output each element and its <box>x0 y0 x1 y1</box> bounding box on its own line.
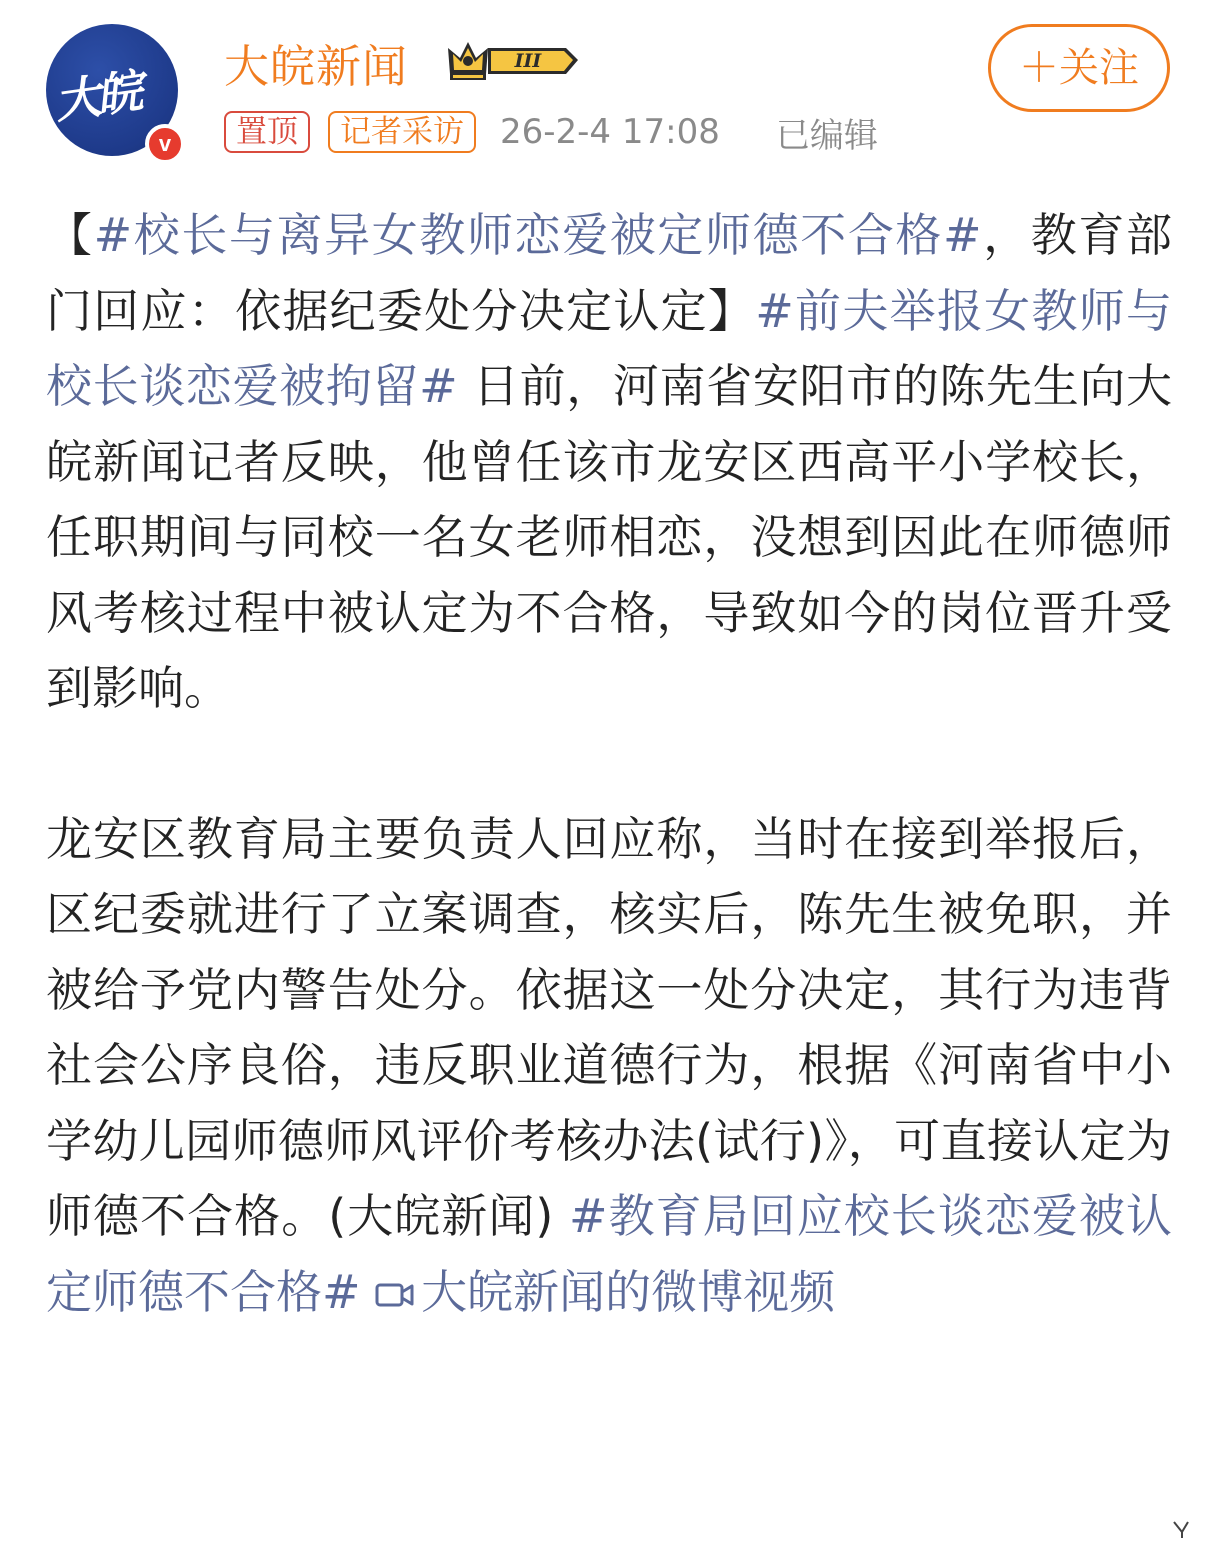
text-segment: 【 <box>46 208 94 262</box>
edited-label[interactable]: 已编辑 <box>775 115 878 156</box>
video-icon <box>375 1280 415 1310</box>
hashtag-link[interactable]: #校长与离异女教师恋爱被定师德不合格# <box>93 208 982 262</box>
reporter-interview-tag[interactable]: 记者采访 <box>328 111 476 153</box>
text-segment: 日前，河南省安阳市的陈先生向大皖新闻记者反映，他曾任该市龙安区西高平小学校长，任职期间与同校一名女老师相恋，没想到因此在师德师风考核过程中被认定为不合格，导致如今的岗位晋升受到影响。 <box>46 359 1172 715</box>
hashtag-link[interactable]: #教育局回应校长谈恋爱被认定师德不合格# <box>46 1189 1172 1319</box>
avatar-logo-text: 大皖 <box>51 63 142 130</box>
avatar[interactable] <box>46 24 186 164</box>
level-badge-text: III <box>514 50 542 72</box>
paragraph-1 <box>46 198 1172 727</box>
crown-icon <box>448 42 488 80</box>
pinned-tag: 置顶 <box>224 111 310 153</box>
post-timestamp: 26-2-4 17:08 <box>500 112 720 152</box>
text-segment: 龙安区教育局主要负责人回应称，当时在接到举报后，区纪委就进行了立案调查，核实后，陈先生被免职，并被给予党内警告处分。依据这一处分决定，其行为违背社会公序良俗，违反职业道德行为，根据《河南省中小学幼儿园师德师风评价考核办法(试行)》，可直接认定为师德不合格。(大皖新闻) <box>46 811 1172 1243</box>
resize-handle-icon[interactable] <box>1170 1518 1192 1540</box>
verified-badge-icon: v <box>145 124 185 164</box>
post-header <box>0 0 1216 180</box>
follow-button[interactable]: ＋关注 <box>988 24 1170 112</box>
post-meta <box>224 108 878 156</box>
paragraph-2 <box>46 802 1172 1331</box>
video-link[interactable] <box>375 1265 835 1319</box>
hashtag-link[interactable]: #前夫举报女教师与校长谈恋爱被拘留# <box>46 283 1173 413</box>
post-content <box>46 198 1172 1330</box>
account-name[interactable]: 大皖新闻 <box>224 40 409 93</box>
video-link-label[interactable]: 大皖新闻的微博视频 <box>421 1264 836 1319</box>
text-segment <box>361 1265 376 1319</box>
text-segment: ，教育部门回应：依据纪委处分决定认定】 <box>46 208 1173 338</box>
level-crown-badge-icon <box>444 34 584 86</box>
